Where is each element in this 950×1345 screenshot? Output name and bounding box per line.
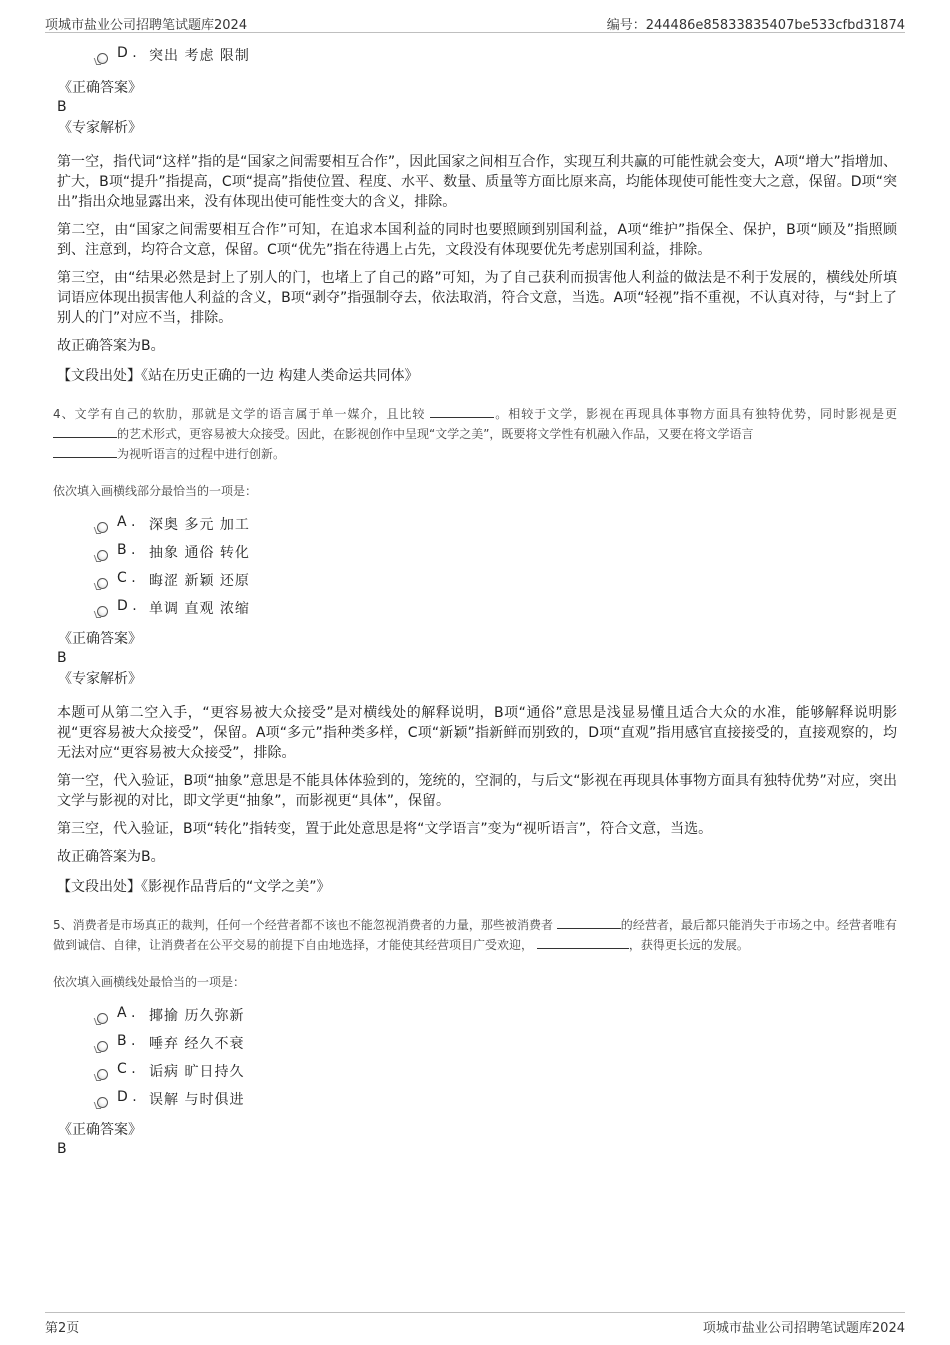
- analysis-conclusion: 故正确答案为B。: [57, 849, 165, 865]
- fill-blank: [537, 935, 629, 949]
- page-content: [53, 44, 897, 1158]
- question-instruction: 依次填入画横线部分最恰当的一项是：: [53, 484, 258, 498]
- q4-option-a[interactable]: A . 深奥 多元 加工: [97, 513, 897, 541]
- page-header: [45, 12, 905, 33]
- radio-button-icon[interactable]: [97, 1069, 108, 1080]
- footer-title: 项城市盐业公司招聘笔试题库2024: [702, 1321, 905, 1336]
- q5-option-a[interactable]: A . 揶揄 历久弥新: [97, 1004, 897, 1032]
- fill-blank: [430, 404, 494, 418]
- radio-button-icon[interactable]: [97, 550, 108, 561]
- question-instruction: 依次填入画横线处最恰当的一项是：: [53, 975, 246, 989]
- answer-label: 《正确答案》: [58, 1122, 142, 1138]
- page-number: 第2页: [45, 1321, 80, 1336]
- fill-blank: [53, 444, 117, 458]
- question-5-stem: 5、消费者是市场真正的裁判，任何一个经营者都不该也不能忽视消费者的力量，那些被消费者 的经营者，最后都只能消失于市场之中。经营者唯有做到诚信、自律，让消费者在公平交易的前提下自由地选择，才能使其经营项目广受欢迎， ，获得更长远的发展。: [53, 915, 897, 955]
- q5-option-b[interactable]: B . 唾弃 经久不衰: [97, 1032, 897, 1060]
- answer-value: B: [57, 99, 67, 115]
- analysis-paragraph: 第一空，指代词“这样”指的是“国家之间需要相互合作”，因此国家之间相互合作，实现互利共赢的可能性就会变大，A项“增大”指增加、扩大，B项“提升”指提高，C项“提高”指使位置、程度、水平、数量、质量等方面比原来高，均能体现使可能性变大之意，保留。D项“突出”指出众地显露出来，没有体现出使可能性变大的含义，排除。: [57, 154, 897, 210]
- radio-button-icon[interactable]: [97, 1041, 108, 1052]
- answer-value: B: [57, 650, 67, 666]
- analysis-label: 《专家解析》: [58, 671, 142, 687]
- q4-option-c[interactable]: C . 晦涩 新颖 还原: [97, 569, 897, 597]
- radio-button-icon[interactable]: [97, 606, 108, 617]
- analysis-label: 《专家解析》: [58, 120, 142, 136]
- analysis-conclusion: 故正确答案为B。: [57, 338, 165, 354]
- answer-label: 《正确答案》: [58, 80, 142, 96]
- radio-button-icon[interactable]: [97, 53, 108, 64]
- radio-button-icon[interactable]: [97, 1097, 108, 1108]
- q4-option-b[interactable]: B . 抽象 通俗 转化: [97, 541, 897, 569]
- q5-option-c[interactable]: C . 诟病 旷日持久: [97, 1060, 897, 1088]
- answer-label: 《正确答案》: [58, 631, 142, 647]
- analysis-paragraph: 第一空，代入验证，B项“抽象”意思是不能具体体验到的，笼统的，空洞的，与后文“影视在再现具体事物方面具有独特优势”对应，突出文学与影视的对比，即文学更“抽象”，而影视更“具体”，保留。: [57, 773, 897, 809]
- q3-option-d[interactable]: D . 突出 考虑 限制: [97, 44, 897, 72]
- analysis-paragraph: 本题可从第二空入手，“更容易被大众接受”是对横线处的解释说明，B项“通俗”意思是浅显易懂且适合大众的水准，能够解释说明影视“更容易被大众接受”，保留。A项“多元”指种类多样，C项“新颖”指新鲜而别致的，D项“直观”指用感官直接接受的，直接观察的，均无法对应“更容易被大众接受”，排除。: [57, 705, 897, 761]
- fill-blank: [557, 915, 621, 929]
- analysis-paragraph: 第三空，代入验证，B项“转化”指转变，置于此处意思是将“文学语言”变为“视听语言”，符合文意，当选。: [57, 821, 713, 837]
- q4-option-d[interactable]: D . 单调 直观 浓缩: [97, 597, 897, 625]
- page-footer: [45, 1312, 905, 1337]
- header-title: 项城市盐业公司招聘笔试题库2024: [45, 18, 248, 33]
- radio-button-icon[interactable]: [97, 522, 108, 533]
- answer-value: B: [57, 1141, 67, 1157]
- text-source: 【文段出处】《站在历史正确的一边 构建人类命运共同体》: [57, 368, 419, 384]
- q5-option-d[interactable]: D . 误解 与时俱进: [97, 1088, 897, 1116]
- fill-blank: [53, 424, 117, 438]
- radio-button-icon[interactable]: [97, 578, 108, 589]
- document-code: 编号：244486e85833835407be533cfbd31874: [606, 18, 905, 33]
- question-4-stem: 4、文学有自己的软肋，那就是文学的语言属于单一媒介，且比较 。相较于文学，影视在再现具体事物方面具有独特优势，同时影视是更 的艺术形式，更容易被大众接受。因此，在影视创作中呈现“文学之美”，既要将文学性有机融入作品，又要在将文学语言 为视听语言的过程中进行创新。: [53, 404, 897, 464]
- radio-button-icon[interactable]: [97, 1013, 108, 1024]
- text-source: 【文段出处】《影视作品背后的“文学之美”》: [57, 879, 331, 895]
- analysis-paragraph: 第二空，由“国家之间需要相互合作”可知，在追求本国利益的同时也要照顾到别国利益，A项“维护”指保全、保护，B项“顾及”指照顾到、注意到，均符合文意，保留。C项“优先”指在待遇上占先，文段没有体现要优先考虑别国利益，排除。: [57, 222, 897, 258]
- analysis-paragraph: 第三空，由“结果必然是封上了别人的门，也堵上了自己的路”可知，为了自己获利而损害他人利益的做法是不利于发展的，横线处所填词语应体现出损害他人利益的含义，B项“剥夺”指强制夺去，依法取消，符合文意，当选。A项“轻视”指不重视，不认真对待，与“封上了别人的门”对应不当，排除。: [57, 270, 897, 326]
